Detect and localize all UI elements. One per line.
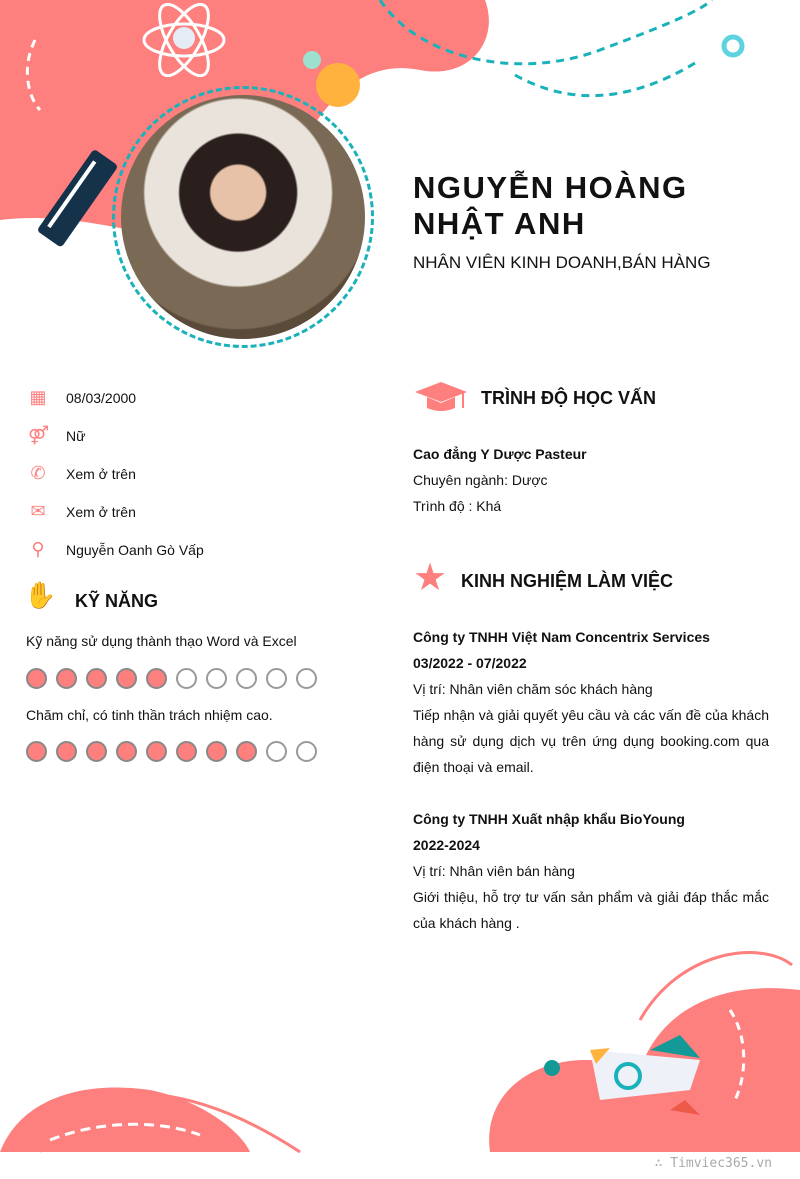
contact-phone [28,463,136,484]
graduation-cap-icon [413,380,469,414]
skill-dot [236,668,257,689]
contact-text: Xem ở trên [66,465,136,482]
contact-birthday [28,387,136,408]
skill-dot [146,668,167,689]
email-icon: ✉ [30,501,46,521]
skill-dot [116,741,137,762]
experience-item [413,624,769,780]
candidate-name: NGUYỄN HOÀNG NHẬT ANH [413,170,688,241]
company-name: Công ty TNHH Việt Nam Concentrix Services [413,629,710,645]
major: Chuyên ngành: Dược [413,472,548,488]
skill-dot [296,668,317,689]
company-name: Công ty TNHH Xuất nhập khẩu BioYoung [413,811,685,827]
skill-dot [176,668,197,689]
job-position: Vị trí: Nhân viên chăm sóc khách hàng [413,681,653,697]
skill-rating [26,668,317,689]
skill-dot [26,668,47,689]
phone-icon: ✆ [30,463,46,483]
calendar-icon: ▦ [29,387,47,407]
skill-dot [116,668,137,689]
profile-photo [112,86,374,348]
skill-dot [146,741,167,762]
job-title: NHÂN VIÊN KINH DOANH,BÁN HÀNG [413,253,711,272]
contact-text: Xem ở trên [66,503,136,520]
skill-dot [206,741,227,762]
skill-dot [56,668,77,689]
skill-label: Kỹ năng sử dụng thành thạo Word và Excel [26,633,297,649]
footer-decoration [0,940,800,1160]
grade: Trình độ : Khá [413,498,502,514]
job-period: 03/2022 - 07/2022 [413,655,527,671]
education-heading: TRÌNH ĐỘ HỌC VẤN [481,388,656,408]
skill-dot [26,741,47,762]
skill-dot [176,741,197,762]
contact-text: 08/03/2000 [66,389,137,406]
job-description: Tiếp nhận và giải quyết yêu cầu và các vấn đề của khách hàng sử dụng dịch vụ trên ứng dụng booking.com qua điện thoại và email. [413,707,769,775]
location-icon: ⚲ [31,539,45,559]
skill-dot [266,741,287,762]
contact-text: Nguyễn Oanh Gò Vấp [66,541,204,558]
skill-dot [236,741,257,762]
school-name: Cao đẳng Y Dược Pasteur [413,446,587,462]
skill-dot [266,668,287,689]
job-description: Giới thiệu, hỗ trợ tư vấn sản phẩm và giải đáp thắc mắc của khách hàng . [413,889,769,931]
contact-text: Nữ [66,427,86,444]
skill-dot [56,741,77,762]
experience-item [413,806,769,936]
job-period: 2022-2024 [413,837,480,853]
experience-heading: KINH NGHIỆM LÀM VIỆC [461,571,674,591]
education-details [413,441,769,519]
skill-dot [296,741,317,762]
contact-address [28,539,204,560]
skill-dot [86,741,107,762]
hand-icon: ✋ [24,580,57,610]
contact-gender [28,425,85,446]
skills-heading: KỸ NĂNG [75,591,159,611]
contact-email [28,501,136,522]
skill-rating [26,741,317,762]
skill-label: Chăm chỉ, có tinh thần trách nhiệm cao. [26,707,273,723]
skill-dot [206,668,227,689]
watermark: ∴ Timviec365.vn [654,1156,772,1171]
gender-icon: ⚤ [28,425,50,445]
skill-dot [86,668,107,689]
job-position: Vị trí: Nhân viên bán hàng [413,863,575,879]
star-icon: ★ [413,557,448,599]
